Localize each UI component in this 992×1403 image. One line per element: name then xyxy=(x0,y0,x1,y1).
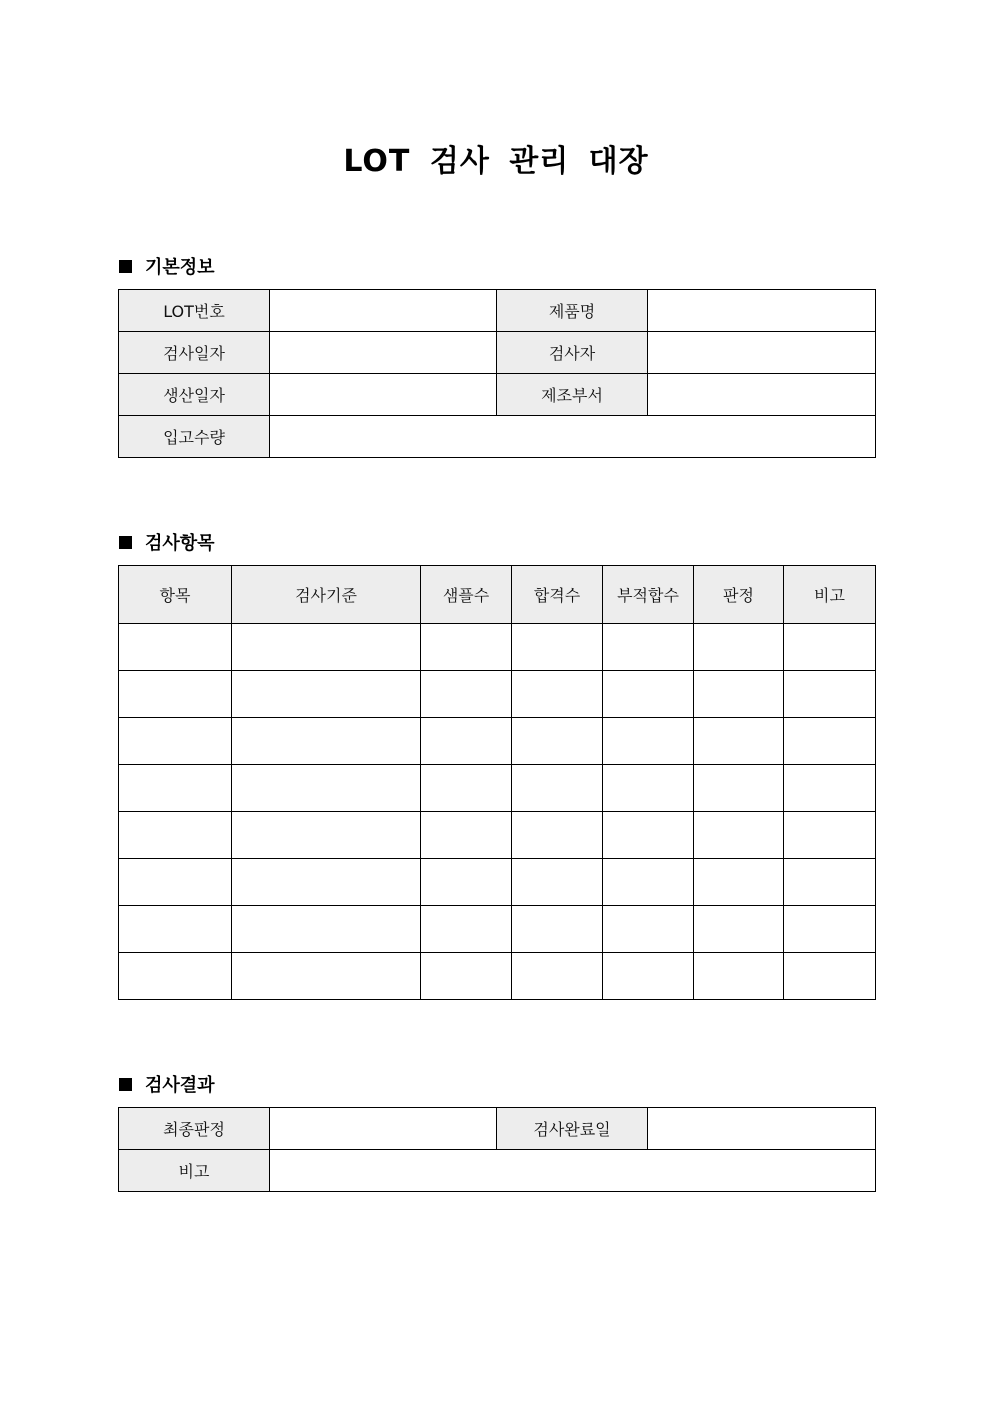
table-row xyxy=(119,290,876,332)
pass-count-cell[interactable] xyxy=(512,953,603,1000)
column-header-criteria: 검사기준 xyxy=(232,566,421,624)
table-header-row xyxy=(119,566,876,624)
column-header-item: 항목 xyxy=(119,566,232,624)
table-row xyxy=(119,624,876,671)
sample-count-cell[interactable] xyxy=(421,812,512,859)
table-row xyxy=(119,374,876,416)
production-date-field[interactable] xyxy=(270,374,497,416)
column-header-nonconforming-count: 부적합수 xyxy=(603,566,694,624)
remarks-cell[interactable] xyxy=(784,624,876,671)
sample-count-cell[interactable] xyxy=(421,906,512,953)
sample-count-cell[interactable] xyxy=(421,718,512,765)
pass-count-cell[interactable] xyxy=(512,718,603,765)
inspection-date-label: 검사일자 xyxy=(119,332,270,374)
criteria-cell[interactable] xyxy=(232,718,421,765)
section-heading-label: 기본정보 xyxy=(145,257,215,278)
judgment-cell[interactable] xyxy=(694,953,784,1000)
sample-count-cell[interactable] xyxy=(421,671,512,718)
section-heading-inspection-result xyxy=(119,1071,215,1097)
item-cell[interactable] xyxy=(119,718,232,765)
column-header-judgment: 판정 xyxy=(694,566,784,624)
final-judgment-field[interactable] xyxy=(270,1108,497,1150)
nonconforming-count-cell[interactable] xyxy=(603,953,694,1000)
criteria-cell[interactable] xyxy=(232,671,421,718)
sample-count-cell[interactable] xyxy=(421,624,512,671)
table-row xyxy=(119,812,876,859)
item-cell[interactable] xyxy=(119,765,232,812)
manufacturing-dept-label: 제조부서 xyxy=(497,374,648,416)
item-cell[interactable] xyxy=(119,624,232,671)
item-cell[interactable] xyxy=(119,671,232,718)
nonconforming-count-cell[interactable] xyxy=(603,906,694,953)
item-cell[interactable] xyxy=(119,859,232,906)
pass-count-cell[interactable] xyxy=(512,624,603,671)
table-row xyxy=(119,1150,876,1192)
remarks-cell[interactable] xyxy=(784,953,876,1000)
criteria-cell[interactable] xyxy=(232,812,421,859)
production-date-label: 생산일자 xyxy=(119,374,270,416)
table-row xyxy=(119,953,876,1000)
inspection-items-body xyxy=(119,624,876,1000)
column-header-sample-count: 샘플수 xyxy=(421,566,512,624)
item-cell[interactable] xyxy=(119,812,232,859)
remarks-cell[interactable] xyxy=(784,812,876,859)
nonconforming-count-cell[interactable] xyxy=(603,859,694,906)
received-qty-field[interactable] xyxy=(270,416,876,458)
square-bullet-icon xyxy=(119,260,132,273)
criteria-cell[interactable] xyxy=(232,906,421,953)
pass-count-cell[interactable] xyxy=(512,765,603,812)
remarks-cell[interactable] xyxy=(784,765,876,812)
section-heading-basic-info xyxy=(119,253,215,279)
remarks-cell[interactable] xyxy=(784,906,876,953)
criteria-cell[interactable] xyxy=(232,624,421,671)
final-judgment-label: 최종판정 xyxy=(119,1108,270,1150)
judgment-cell[interactable] xyxy=(694,624,784,671)
basic-info-table xyxy=(118,289,876,458)
inspection-date-field[interactable] xyxy=(270,332,497,374)
product-name-label: 제품명 xyxy=(497,290,648,332)
inspection-items-table xyxy=(118,565,876,1000)
judgment-cell[interactable] xyxy=(694,859,784,906)
pass-count-cell[interactable] xyxy=(512,859,603,906)
column-header-pass-count: 합격수 xyxy=(512,566,603,624)
inspector-label: 검사자 xyxy=(497,332,648,374)
sample-count-cell[interactable] xyxy=(421,953,512,1000)
nonconforming-count-cell[interactable] xyxy=(603,624,694,671)
item-cell[interactable] xyxy=(119,906,232,953)
judgment-cell[interactable] xyxy=(694,718,784,765)
nonconforming-count-cell[interactable] xyxy=(603,812,694,859)
section-heading-inspection-items xyxy=(119,529,215,555)
table-row xyxy=(119,718,876,765)
section-heading-label: 검사결과 xyxy=(145,1075,215,1096)
table-row xyxy=(119,1108,876,1150)
inspector-field[interactable] xyxy=(648,332,876,374)
square-bullet-icon xyxy=(119,536,132,549)
sample-count-cell[interactable] xyxy=(421,859,512,906)
completion-date-label: 검사완료일 xyxy=(497,1108,648,1150)
lot-number-label: LOT번호 xyxy=(119,290,270,332)
table-row xyxy=(119,416,876,458)
pass-count-cell[interactable] xyxy=(512,812,603,859)
judgment-cell[interactable] xyxy=(694,765,784,812)
judgment-cell[interactable] xyxy=(694,906,784,953)
criteria-cell[interactable] xyxy=(232,953,421,1000)
lot-number-field[interactable] xyxy=(270,290,497,332)
item-cell[interactable] xyxy=(119,953,232,1000)
table-row xyxy=(119,765,876,812)
nonconforming-count-cell[interactable] xyxy=(603,765,694,812)
column-header-remarks: 비고 xyxy=(784,566,876,624)
table-row xyxy=(119,906,876,953)
remarks-label: 비고 xyxy=(119,1150,270,1192)
inspection-result-table xyxy=(118,1107,876,1192)
table-row xyxy=(119,671,876,718)
remarks-cell[interactable] xyxy=(784,671,876,718)
section-heading-label: 검사항목 xyxy=(145,533,215,554)
remarks-field[interactable] xyxy=(270,1150,876,1192)
page-title: LOT 검사 관리 대장 xyxy=(343,144,649,179)
table-row xyxy=(119,332,876,374)
table-row xyxy=(119,859,876,906)
nonconforming-count-cell[interactable] xyxy=(603,671,694,718)
received-qty-label: 입고수량 xyxy=(119,416,270,458)
remarks-cell[interactable] xyxy=(784,718,876,765)
criteria-cell[interactable] xyxy=(232,859,421,906)
completion-date-field[interactable] xyxy=(648,1108,876,1150)
manufacturing-dept-field[interactable] xyxy=(648,374,876,416)
criteria-cell[interactable] xyxy=(232,765,421,812)
judgment-cell[interactable] xyxy=(694,812,784,859)
sample-count-cell[interactable] xyxy=(421,765,512,812)
square-bullet-icon xyxy=(119,1078,132,1091)
nonconforming-count-cell[interactable] xyxy=(603,718,694,765)
remarks-cell[interactable] xyxy=(784,859,876,906)
judgment-cell[interactable] xyxy=(694,671,784,718)
pass-count-cell[interactable] xyxy=(512,906,603,953)
product-name-field[interactable] xyxy=(648,290,876,332)
pass-count-cell[interactable] xyxy=(512,671,603,718)
